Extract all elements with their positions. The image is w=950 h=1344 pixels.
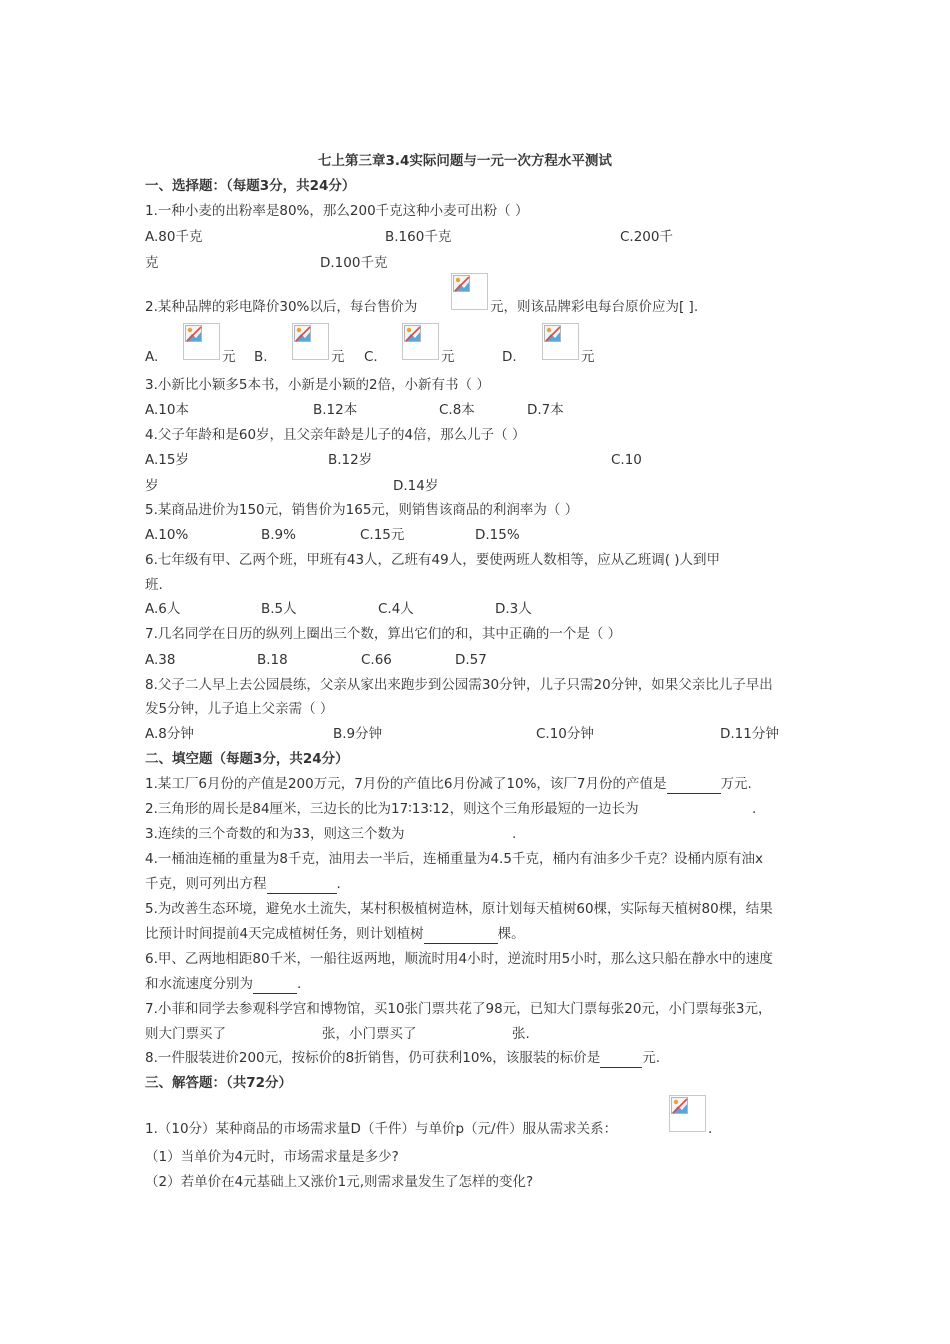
q2-option-d-image <box>542 323 579 360</box>
q8-option-a: A.8分钟 <box>145 726 194 742</box>
broken-image-icon <box>185 325 202 342</box>
q2-option-d: D. <box>502 349 517 365</box>
q5-option-a: A.10% <box>145 527 189 543</box>
q5-option-c: C.15元 <box>360 527 405 543</box>
fill-1 <box>145 775 752 794</box>
fill-5-unit: 棵。 <box>497 926 525 942</box>
q4-stem: 4.父子年龄和是60岁，且父亲年龄是儿子的4倍，那么儿子（ ） <box>145 427 526 443</box>
fill-5-line1: 5.为改善生态环境，避免水土流失，某村积极植树造林，原计划每天植树60棵，实际每天植树80棵，结果 <box>145 901 773 917</box>
q5-option-b: B.9% <box>261 527 296 543</box>
q8-option-c: C.10分钟 <box>536 726 594 742</box>
fill-5-line2 <box>145 925 525 944</box>
q2-option-a: A. <box>145 349 159 365</box>
q2-option-a-image <box>183 323 220 360</box>
fill-3-text: 3.连续的三个奇数的和为33，则这三个数为 <box>145 826 405 842</box>
broken-image-icon <box>671 1097 688 1114</box>
q1-option-c-wrap: 克 <box>145 255 159 271</box>
fill-2-period: . <box>752 801 757 817</box>
q4-option-c-wrap: 岁 <box>145 478 159 494</box>
fill-2-text: 2.三角形的周长是84厘米，三边长的比为17∶13∶12，则这个三角形最短的一边长为 <box>145 801 639 817</box>
fill-7-line1: 7.小菲和同学去参观科学宫和博物馆，买10张门票共花了98元，已知大门票每张20元，小门票每张3元， <box>145 1001 772 1017</box>
fill-1-unit: 万元. <box>720 776 752 792</box>
fill-4-period: . <box>336 876 341 892</box>
broken-image-icon <box>404 325 421 342</box>
fill-1-text: 1.某工厂6月份的产值是200万元，7月份的产值比6月份减了10%，该厂7月份的产值是 <box>145 776 667 792</box>
solve-1-formula-image <box>669 1095 706 1132</box>
fill-4-blank[interactable] <box>267 875 337 894</box>
fill-3-period: . <box>512 826 517 842</box>
q2-option-a-unit: 元 <box>222 349 236 365</box>
fill-6-line2 <box>145 975 301 994</box>
fill-6-period: . <box>297 976 302 992</box>
q5-stem: 5.某商品进价为150元，销售价为165元，则销售该商品的利润率为（ ） <box>145 502 579 518</box>
q4-option-a: A.15岁 <box>145 452 189 468</box>
solve-1-sub1: （1）当单价为4元时，市场需求量是多少? <box>145 1149 399 1165</box>
q7-option-c: C.66 <box>361 652 392 668</box>
solve-1-stem: 1.（10分）某种商品的市场需求量D（千件）与单价p（元/件）服从需求关系： <box>145 1121 618 1137</box>
solve-1-period: . <box>708 1121 713 1137</box>
q6-option-a: A.6人 <box>145 601 181 617</box>
q7-option-d: D.57 <box>455 652 487 668</box>
fill-8 <box>145 1049 660 1068</box>
q8-stem-line1: 8.父子二人早上去公园晨练，父亲从家出来跑步到公园需30分钟，儿子只需20分钟，如果父亲比儿子早出 <box>145 677 773 693</box>
q2-price-image <box>451 273 488 310</box>
q6-option-b: B.5人 <box>261 601 297 617</box>
q2-option-b-unit: 元 <box>331 349 345 365</box>
q3-stem: 3.小新比小颖多5本书，小新是小颖的2倍，小新有书（ ） <box>145 377 490 393</box>
section-header-choice: 一、选择题：（每题3分，共24分） <box>145 178 356 194</box>
fill-7-text-c: 张. <box>512 1026 530 1042</box>
fill-1-blank[interactable] <box>667 775 721 794</box>
q2-option-c-unit: 元 <box>441 349 455 365</box>
q8-option-d: D.11分钟 <box>720 726 779 742</box>
fill-6-blank[interactable] <box>253 975 297 994</box>
fill-7-text-b: 张，小门票买了 <box>322 1026 417 1042</box>
q1-stem: 1.一种小麦的出粉率是80%，那么200千克这种小麦可出粉（ ） <box>145 203 529 219</box>
broken-image-icon <box>294 325 311 342</box>
q3-option-c: C.8本 <box>439 402 475 418</box>
q4-option-c: C.10 <box>611 452 642 468</box>
fill-8-unit: 元. <box>642 1050 661 1066</box>
q2-option-b: B. <box>254 349 268 365</box>
q3-option-d: D.7本 <box>527 402 564 418</box>
q1-option-b: B.160千克 <box>385 229 452 245</box>
q6-option-c: C.4人 <box>378 601 414 617</box>
fill-8-text: 8.一件服装进价200元，按标价的8折销售，仍可获利10%，该服装的标价是 <box>145 1050 601 1066</box>
q4-option-d: D.14岁 <box>393 478 439 494</box>
q1-option-a: A.80千克 <box>145 229 203 245</box>
q7-option-b: B.18 <box>257 652 288 668</box>
q8-stem-line2: 发5分钟，儿子追上父亲需（ ） <box>145 701 334 717</box>
q6-option-d: D.3人 <box>495 601 532 617</box>
fill-4-line1: 4.一桶油连桶的重量为8千克，油用去一半后，连桶重量为4.5千克，桶内有油多少千克？设桶内原有油x <box>145 851 763 867</box>
fill-6-line1: 6.甲、乙两地相距80千米，一船往返两地，顺流时用4小时，逆流时用5小时，那么这只船在静水中的速度 <box>145 951 773 967</box>
q2-stem-before: 2.某种品牌的彩电降价30%以后，每台售价为 <box>145 299 418 315</box>
q1-option-d: D.100千克 <box>320 255 388 271</box>
q6-stem-line1: 6.七年级有甲、乙两个班，甲班有43人，乙班有49人，要使两班人数相等，应从乙班调( )人到甲 <box>145 552 721 568</box>
fill-4-line2 <box>145 875 341 894</box>
q7-stem: 7.几名同学在日历的纵列上圈出三个数，算出它们的和，其中正确的一个是（ ） <box>145 626 622 642</box>
fill-4-text: 千克，则可列出方程 <box>145 876 267 892</box>
q2-option-c: C. <box>364 349 378 365</box>
broken-image-icon <box>453 275 470 292</box>
q2-option-c-image <box>402 323 439 360</box>
q2-stem-after: 元，则该品牌彩电每台原价应为[ ]. <box>490 299 699 315</box>
broken-image-icon <box>544 325 561 342</box>
fill-5-text: 比预计时间提前4天完成植树任务，则计划植树 <box>145 926 424 942</box>
q6-stem-line2: 班. <box>145 577 163 593</box>
q2-option-d-unit: 元 <box>581 349 595 365</box>
fill-7-text-a: 则大门票买了 <box>145 1026 226 1042</box>
fill-6-text: 和水流速度分别为 <box>145 976 253 992</box>
q8-option-b: B.9分钟 <box>333 726 383 742</box>
q5-option-d: D.15% <box>475 527 520 543</box>
q4-option-b: B.12岁 <box>328 452 373 468</box>
q3-option-b: B.12本 <box>313 402 358 418</box>
q2-option-b-image <box>292 323 329 360</box>
section-header-solve: 三、解答题：（共72分） <box>145 1075 293 1091</box>
page-title: 七上第三章3.4实际问题与一元一次方程水平测试 <box>318 153 612 169</box>
solve-1-sub2: （2）若单价在4元基础上又涨价1元,则需求量发生了怎样的变化? <box>145 1174 534 1190</box>
fill-8-blank[interactable] <box>600 1049 642 1068</box>
q7-option-a: A.38 <box>145 652 176 668</box>
section-header-fill: 二、填空题（每题3分，共24分） <box>145 751 349 767</box>
q1-option-c: C.200千 <box>620 229 673 245</box>
fill-5-blank[interactable] <box>424 925 498 944</box>
q3-option-a: A.10本 <box>145 402 189 418</box>
